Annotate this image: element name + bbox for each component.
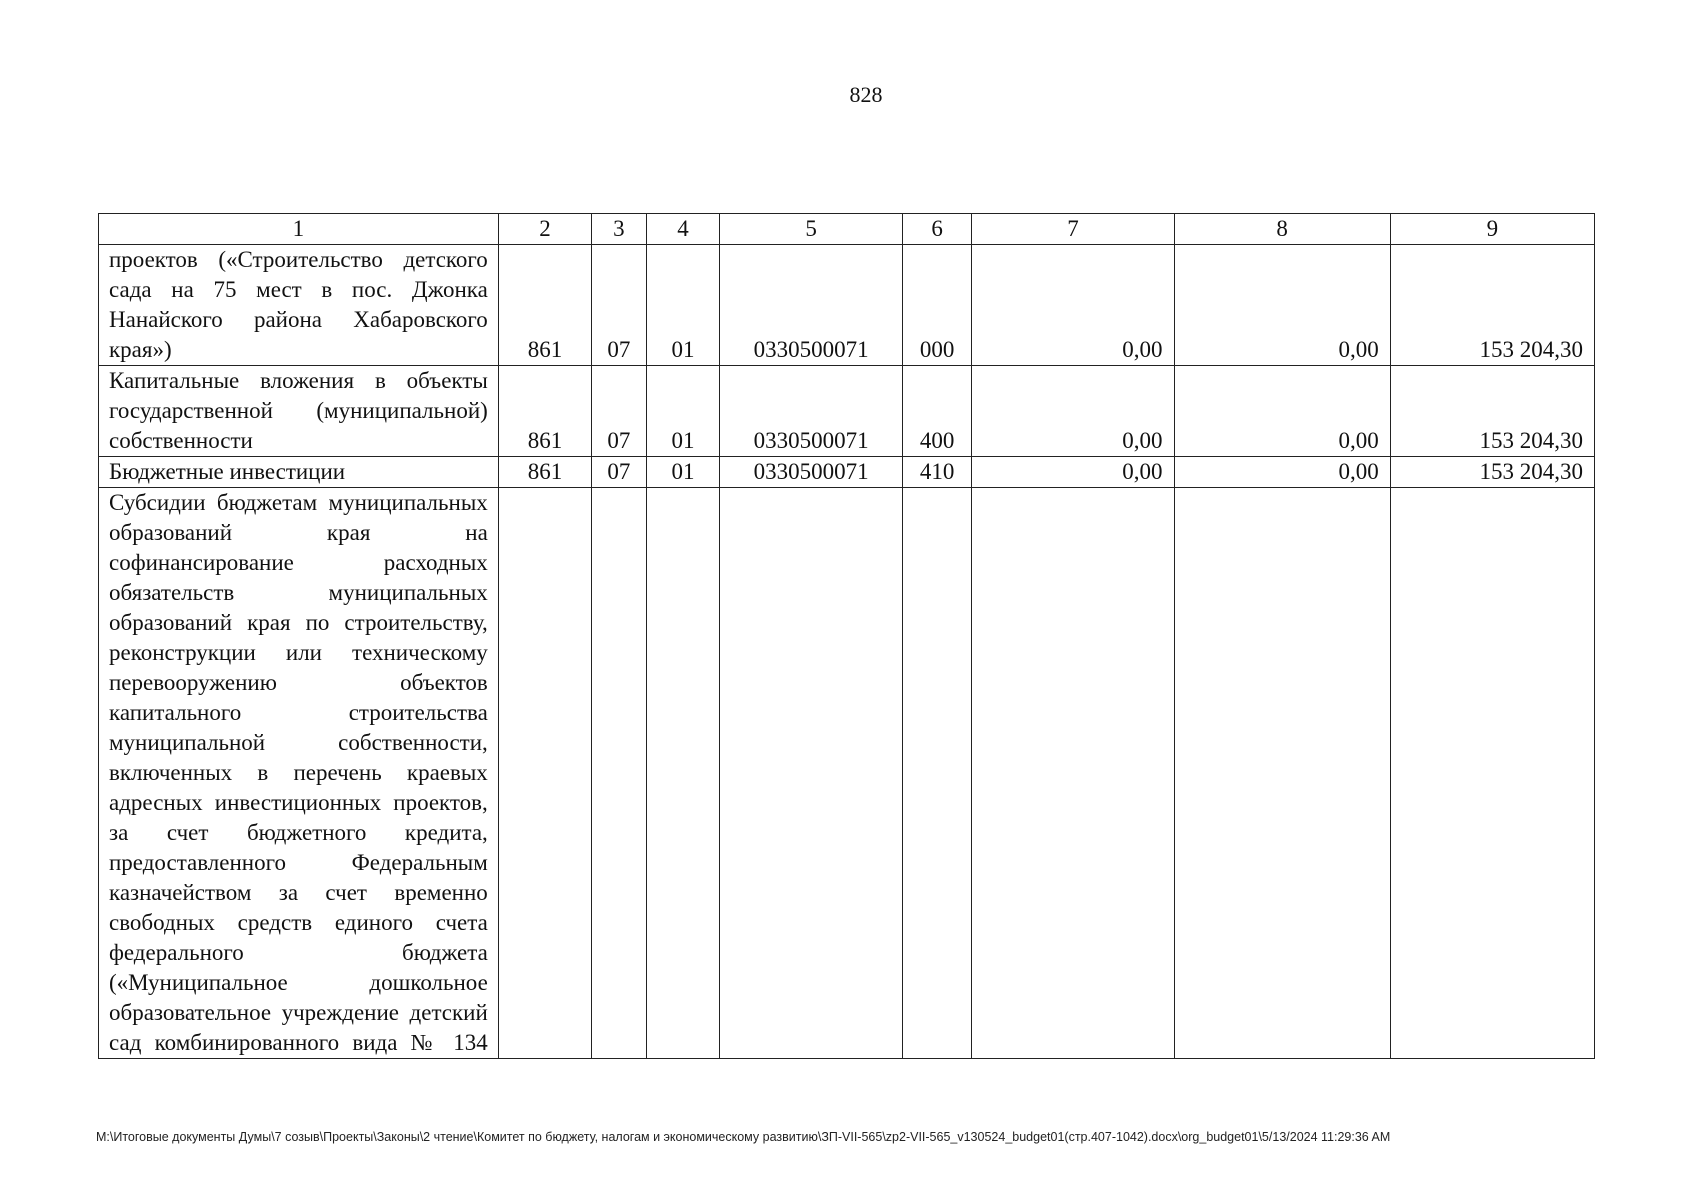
amount-col9: 153 204,30 xyxy=(1390,366,1594,457)
section-code xyxy=(592,488,646,1059)
expense-type-code: 410 xyxy=(902,457,972,488)
subsection-code: 01 xyxy=(646,457,720,488)
page-number: 828 xyxy=(849,82,883,107)
expense-description: Капитальные вложения в объекты государственной (муниципальной) собственности xyxy=(99,366,499,457)
subsection-code xyxy=(646,488,720,1059)
ved-code: 861 xyxy=(498,366,591,457)
amount-col9: 153 204,30 xyxy=(1390,245,1594,366)
budget-table xyxy=(98,213,1595,1059)
table-row xyxy=(99,488,1595,1059)
amount-col8: 0,00 xyxy=(1174,245,1390,366)
expense-type-code xyxy=(902,488,972,1059)
amount-col7: 0,00 xyxy=(972,366,1174,457)
table-row xyxy=(99,366,1595,457)
column-number: 2 xyxy=(498,214,591,245)
amount-col8: 0,00 xyxy=(1174,366,1390,457)
expense-type-code: 000 xyxy=(902,245,972,366)
target-article-code xyxy=(720,488,903,1059)
amount-col7 xyxy=(972,488,1174,1059)
section-code: 07 xyxy=(592,366,646,457)
ved-code: 861 xyxy=(498,245,591,366)
ved-code: 861 xyxy=(498,457,591,488)
amount-col9 xyxy=(1390,488,1594,1059)
table-row xyxy=(99,245,1595,366)
section-code: 07 xyxy=(592,457,646,488)
amount-col7: 0,00 xyxy=(972,245,1174,366)
expense-description: проектов («Строительство детского сада на 75 мест в пос. Джонка Нанайского района Хабаровского края») xyxy=(99,245,499,366)
ved-code xyxy=(498,488,591,1059)
column-number-row xyxy=(99,214,1595,245)
amount-col8 xyxy=(1174,488,1390,1059)
column-number: 8 xyxy=(1174,214,1390,245)
amount-col9: 153 204,30 xyxy=(1390,457,1594,488)
column-number: 7 xyxy=(972,214,1174,245)
column-number: 1 xyxy=(99,214,499,245)
expense-description: Бюджетные инвестиции xyxy=(99,457,499,488)
target-article-code: 0330500071 xyxy=(720,366,903,457)
target-article-code: 0330500071 xyxy=(720,457,903,488)
column-number: 9 xyxy=(1390,214,1594,245)
amount-col7: 0,00 xyxy=(972,457,1174,488)
table-row xyxy=(99,457,1595,488)
column-number: 5 xyxy=(720,214,903,245)
section-code: 07 xyxy=(592,245,646,366)
expense-type-code: 400 xyxy=(902,366,972,457)
column-number: 4 xyxy=(646,214,720,245)
subsection-code: 01 xyxy=(646,245,720,366)
column-number: 6 xyxy=(902,214,972,245)
subsection-code: 01 xyxy=(646,366,720,457)
expense-description: Субсидии бюджетам муниципальных образований края на софинансирование расходных обязательств муниципальных образований края по строительству, реконструкции или техническому перевооружению объектов капитального строительства муниципальной собственности, включенных в перечень краевых адресных инвестиционных проектов, за счет бюджетного кредита, предоставленного Федеральным казначейством за счет временно свободных средств единого счета федерального бюджета («Муниципальное дошкольное образовательное учреждение детский сад комбинированного вида № 134 xyxy=(99,488,499,1059)
document-path-footer: M:\Итоговые документы Думы\7 созыв\Проекты\Законы\2 чтение\Комитет по бюджету, налогам и экономическому развитию\ЗП-VII-565\zp2-VII-565_v130524_budget01(стр.407-1042).docx\org_budget01\5/13/2024 11:29:36 AM xyxy=(96,1130,1391,1144)
column-number: 3 xyxy=(592,214,646,245)
target-article-code: 0330500071 xyxy=(720,245,903,366)
amount-col8: 0,00 xyxy=(1174,457,1390,488)
